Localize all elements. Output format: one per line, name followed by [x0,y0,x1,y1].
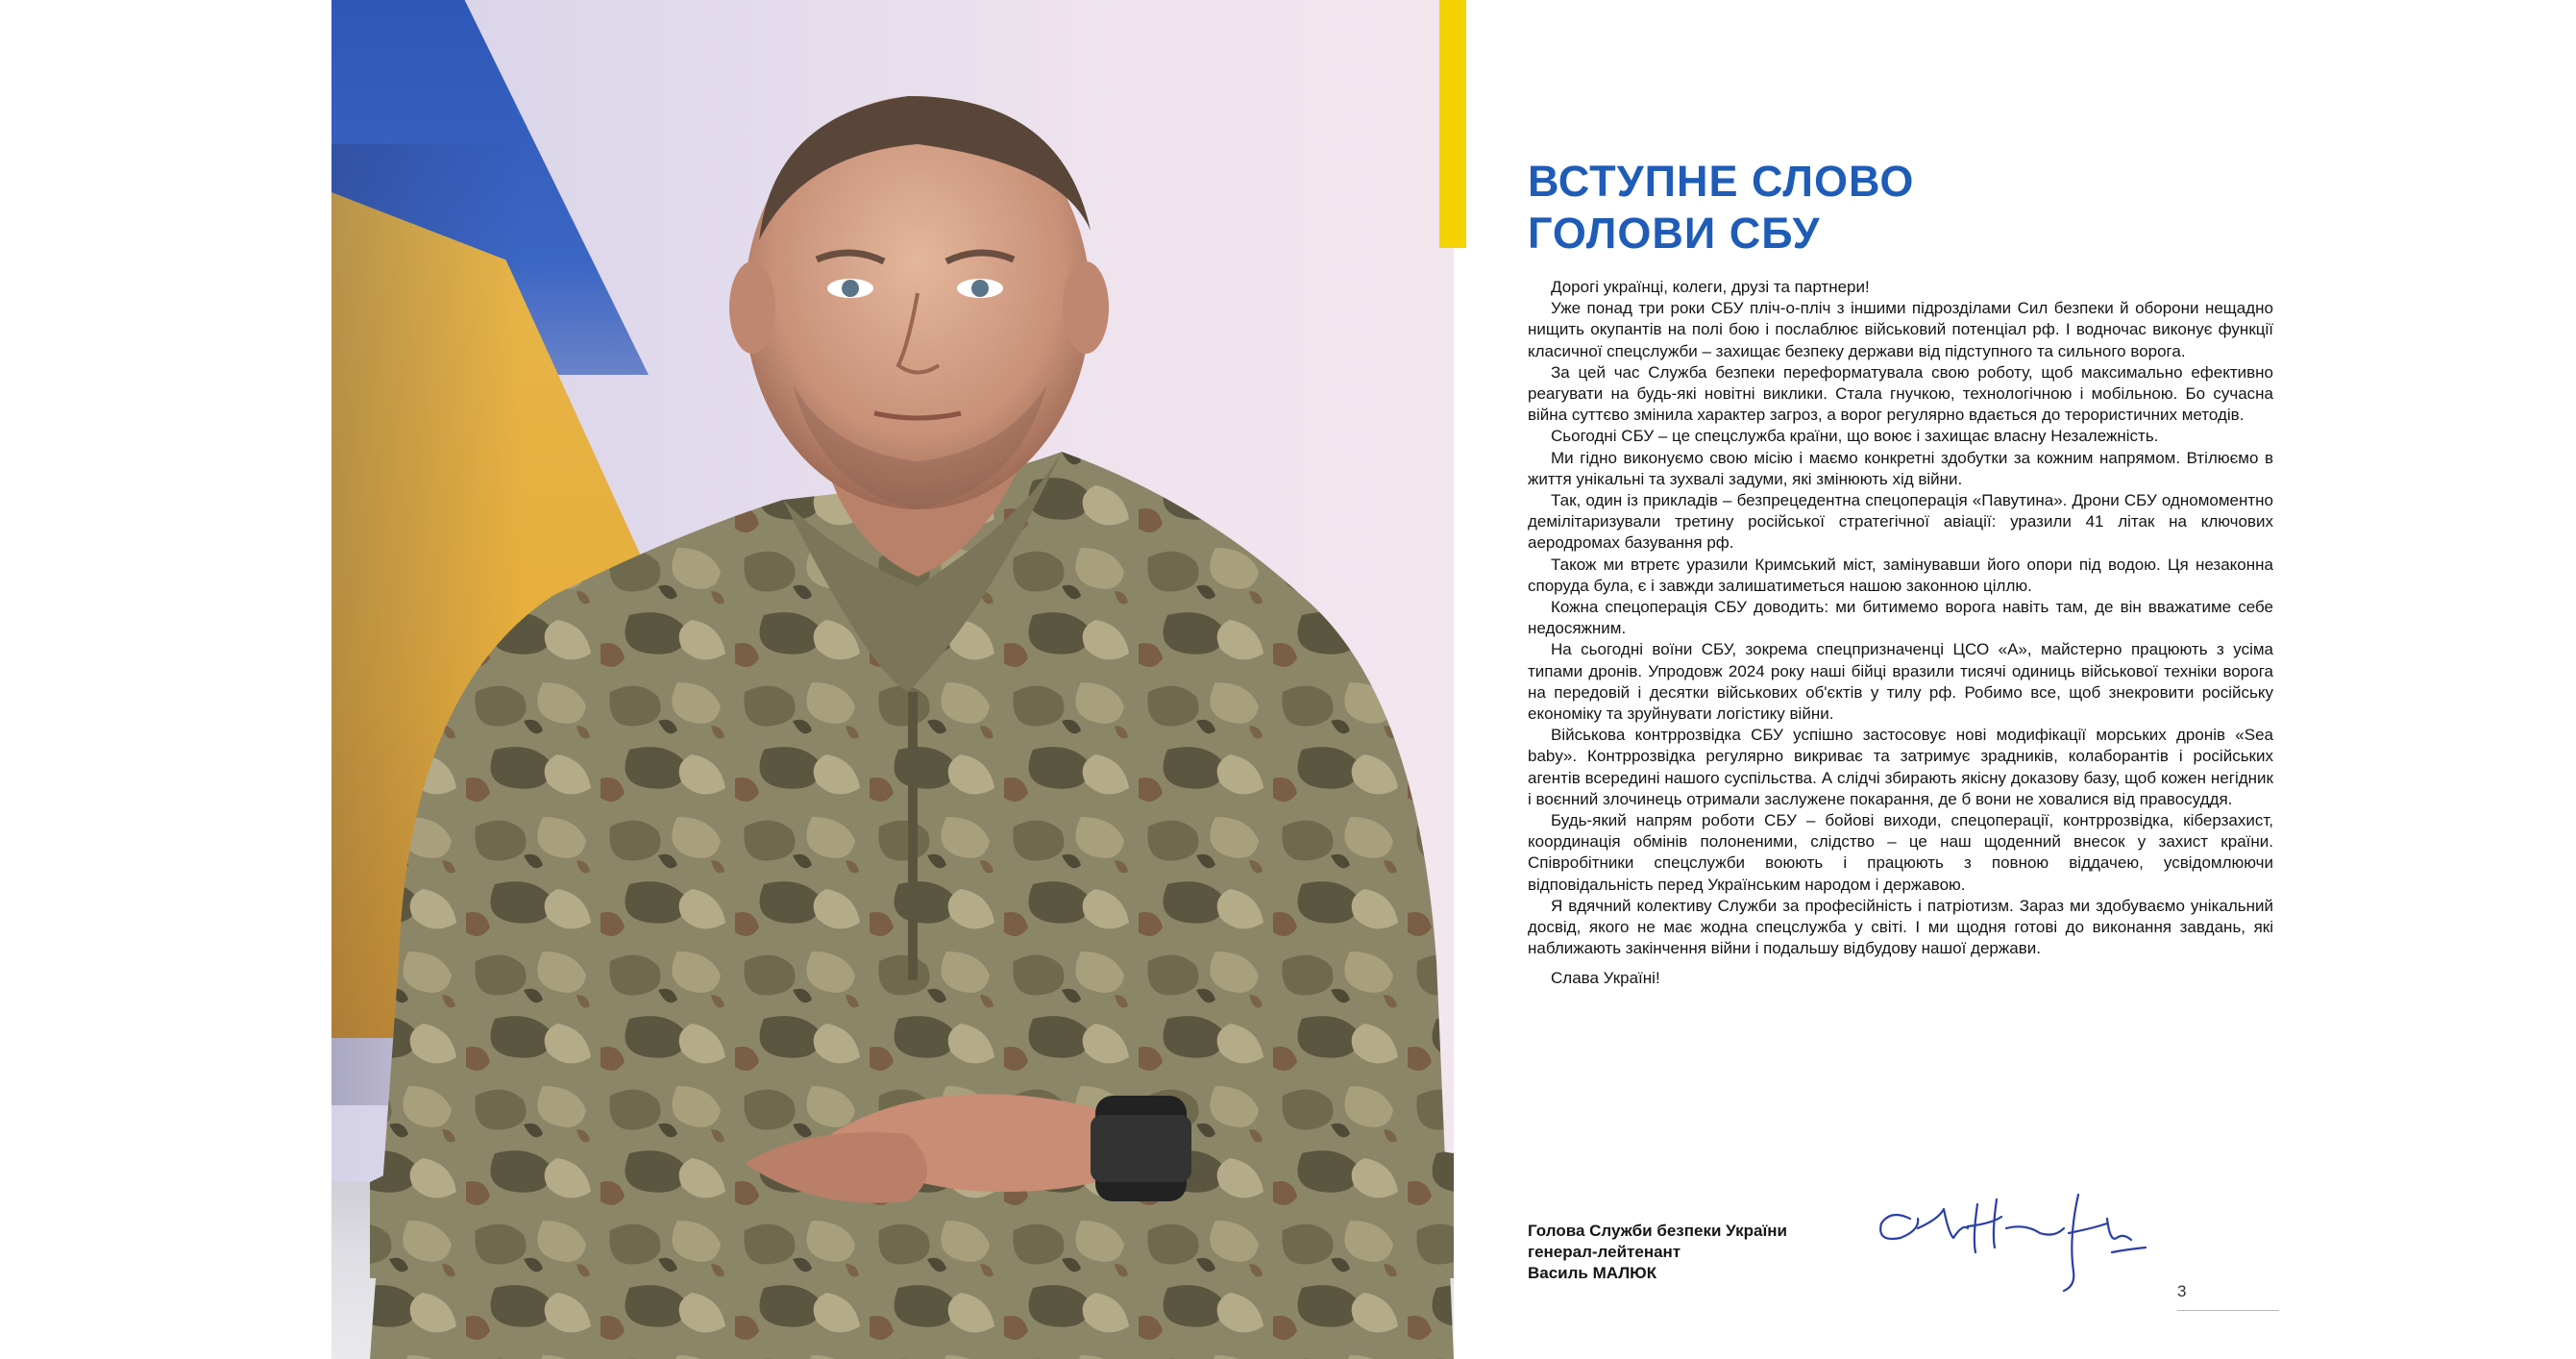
paragraph: Також ми втретє уразили Кримський міст, замінувавши його опори під водою. Ця незаконна споруда була, є і завжди залишатиметься нашою законною ціллю. [1528,555,2273,595]
closing-line: Слава Україні! [1551,968,1660,987]
title-line-1: ВСТУПНЕ СЛОВО [1528,157,1915,206]
paragraph: Військова контррозвідка СБУ успішно застосовує нові модифікації морських дронів «Sea baby». Контррозвідка регулярно викриває та затримує зрадників, колаборантів і російських агентів всередині нашого суспільства. А слідчі збирають якісну доказову базу, щоб кожен негідник і воєнний злочинець отримали заслужене покарання, де б вони не ховалися від правосуддя. [1528,726,2273,808]
signoff-block [1528,1221,1912,1284]
signoff-position: Голова Служби безпеки України [1528,1222,1787,1240]
page-title [1528,156,2258,259]
paragraph: Ми гідно виконуємо свою місію і маємо конкретні здобутки за кожним напрямом. Втілюємо в життя унікальні та зухвалі задуми, які змінюють хід війни. [1528,448,2273,488]
paragraph: За цей час Служба безпеки переформатувала свою роботу, щоб максимально ефективно реагувати на будь-які новітні виклики. Стала гнучкою, технологічною і мобільною. Бо сучасна війна суттєво змінила характер загроз, а ворог регулярно вдається до терористичних методів. [1528,362,2273,425]
title-line-2: ГОЛОВИ СБУ [1528,209,1821,258]
paragraph: На сьогодні воїни СБУ, зокрема спецпризначенці ЦСО «А», майстерно працюють з усіма типами дронів. Упродовж 2024 року наші бійці вразили тисячі одиниць військової техніки ворога на передовій і десятки військових об'єктів у тилу рф. Робимо все, щоб знекровити російську економіку та зруйнувати логістику війни. [1528,640,2273,724]
paragraph: Дорогі українці, колеги, друзі та партнери! [1551,278,1870,296]
accent-bar [1439,0,1466,248]
paragraph: Так, один із прикладів – безпрецедентна спецоперація «Павутина». Дрони СБУ одномоментно демілітаризували третину російської стратегічної авіації: уразили 41 літак на ключових аеродромах базування рф. [1528,491,2273,553]
handwritten-signature [1872,1180,2150,1296]
page-number: 3 [2177,1282,2187,1300]
paragraph: Кожна спецоперація СБУ доводить: ми битимемо ворога навіть там, де він вважатиме себе недосяжним. [1528,598,2273,638]
paragraph: Сьогодні СБУ – це спецслужба країни, що воює і захищає власну Незалежність. [1551,427,2159,446]
paragraph: Уже понад три роки СБУ пліч-о-пліч з іншими підрозділами Сил безпеки й оборони нещадно нищить окупантів на полі бою і послаблює військовий потенціал рф. І водночас виконує функції класичної спецслужби – захищає безпеку держави від підступного та сильного ворога. [1528,299,2273,360]
signoff-name: Василь МАЛЮК [1528,1264,1657,1282]
paragraph: Я вдячний колективу Служби за професійність і патріотизм. Зараз ми здобуваємо унікальний досвід, якого не має жодна спецслужба у світі. І ми щодня готові до виконання завдань, які наближають закінчення війни і подальшу відбудову нашої держави. [1528,896,2273,958]
signoff-rank: генерал-лейтенант [1528,1243,1681,1261]
portrait-photo [331,0,1454,1359]
officer-figure [331,0,1454,1359]
letter-body [1528,277,2273,989]
paragraph: Будь-який напрям роботи СБУ – бойові виходи, спецоперації, контррозвідка, кіберзахист, координація обмінів полоненими, слідство – це наш щоденний внесок у захист країни. Співробітники спецслужби воюють і працюють з повною віддачею, усвідомлюючи відповідальність перед Українським народом і державою. [1528,811,2273,894]
page-number-rule [2177,1310,2279,1311]
